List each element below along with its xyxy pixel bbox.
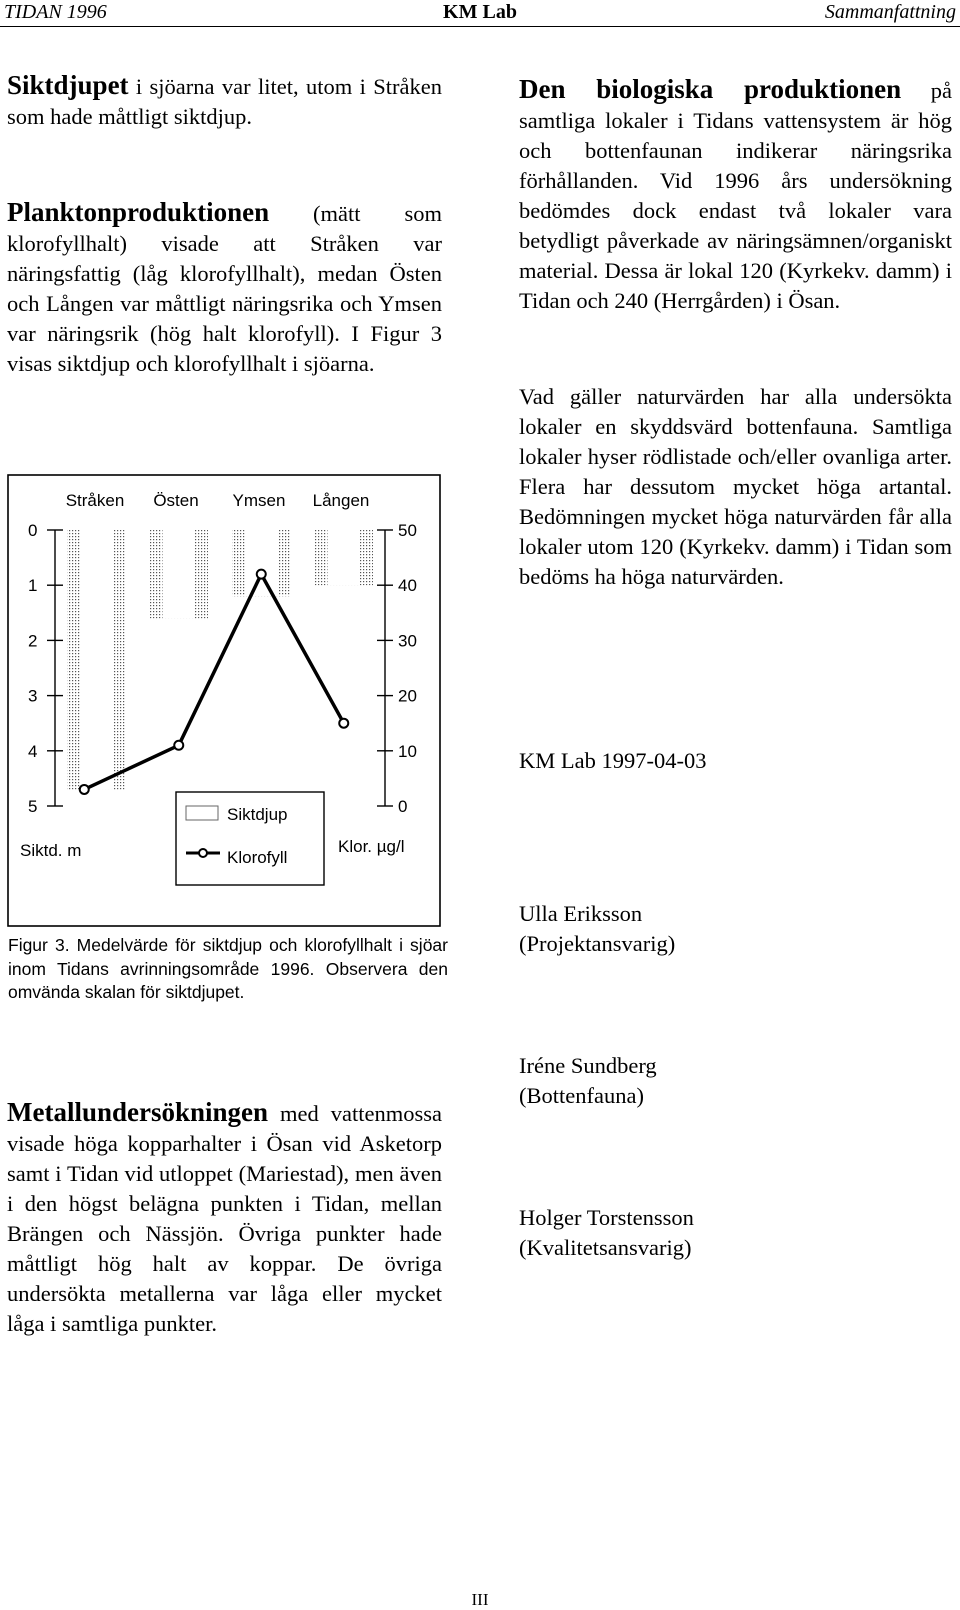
header-center: KM Lab bbox=[443, 1, 517, 23]
page-number: III bbox=[471, 1590, 489, 1609]
right-tick-label: 40 bbox=[398, 576, 417, 596]
paragraph-text: (mätt som klorofyllhalt) visade att Stråken var näringsfattig (låg klorofyllhalt), medan Östen och Lången var måttligt näringsrika och Ymsen var näringsrik (hög halt klorofyll). I Figur 3 visas siktdjup och klorofyllhalt i sjöarna. bbox=[7, 201, 442, 376]
category-label: Ymsen bbox=[232, 491, 286, 510]
paragraph-lead: Den biologiska produktionen bbox=[519, 74, 902, 104]
figure-caption: Figur 3. Medelvärde för siktdjup och klorofyllhalt i sjöar inom Tidans avrinningsområde 1996. Observera den omvända skalan för siktdjupet. bbox=[8, 935, 448, 1002]
right-tick-label: 50 bbox=[398, 521, 417, 540]
paragraph-biologisk bbox=[519, 74, 952, 316]
left-tick-label: 5 bbox=[28, 797, 38, 816]
paragraph-text: med vattenmossa visade höga kopparhalter i Ösan vid Asketorp samt i Tidan vid utloppet (Mariestad), men även i den högst belägna punkten i Tidan, mellan Brängen och Nässjön. Övriga punkter hade måttligt hög halt av koppar. De övriga undersökta metallerna var låga eller mycket låga i samtliga punkter. bbox=[7, 1101, 442, 1336]
signature-name: Ulla Eriksson bbox=[519, 901, 643, 926]
right-tick-label: 10 bbox=[398, 741, 417, 761]
bar-siktdjup-highlight bbox=[80, 530, 113, 789]
figure-chart bbox=[0, 470, 450, 930]
signature-role: (Bottenfauna) bbox=[519, 1083, 644, 1108]
header-right: Sammanfattning bbox=[824, 1, 956, 23]
left-tick-label: 3 bbox=[28, 686, 38, 706]
header-left: TIDAN 1996 bbox=[4, 1, 107, 23]
left-tick-label: 1 bbox=[28, 576, 38, 596]
left-tick-label: 4 bbox=[28, 741, 38, 761]
signature-block bbox=[519, 899, 675, 959]
point-klorofyll bbox=[174, 741, 183, 750]
legend-swatch-siktdjup bbox=[186, 806, 218, 820]
paragraph-plankton bbox=[7, 197, 442, 379]
paragraph-text: på samtliga lokaler i Tidans vattensystem är hög och bottenfaunan indikerar näringsrika förhållanden. Vid 1996 års undersökning bedömdes dock endast två lokaler vara betydligt påverkade av näringsämnen/organiskt material. Dessa är lokal 120 (Kyrkekv. damm) i Tidan och 240 (Herrgården) i Ösan. bbox=[519, 78, 952, 313]
point-klorofyll bbox=[80, 785, 89, 794]
bar-siktdjup-highlight bbox=[245, 530, 278, 596]
left-axis-label: Siktd. m bbox=[20, 841, 82, 860]
date-line: KM Lab 1997-04-03 bbox=[519, 748, 707, 773]
bar-siktdjup-highlight bbox=[163, 530, 196, 618]
paragraph-lead: Metallundersökningen bbox=[7, 1097, 269, 1127]
signature-name: Holger Torstensson bbox=[519, 1205, 694, 1230]
left-tick-label: 0 bbox=[28, 521, 38, 540]
right-tick-label: 20 bbox=[398, 686, 417, 706]
legend-label-siktdjup: Siktdjup bbox=[227, 805, 288, 824]
paragraph-siktdjup bbox=[7, 70, 442, 132]
point-klorofyll bbox=[339, 719, 348, 728]
category-label: Lången bbox=[312, 491, 370, 510]
paragraph-metall bbox=[7, 1097, 442, 1339]
point-klorofyll bbox=[257, 570, 266, 579]
signature-block bbox=[519, 1051, 657, 1111]
right-axis-label: Klor. µg/l bbox=[338, 837, 405, 856]
signature-role: (Projektansvarig) bbox=[519, 931, 676, 956]
bar-siktdjup-highlight bbox=[328, 530, 361, 585]
signature-role: (Kvalitetsansvarig) bbox=[519, 1235, 692, 1260]
paragraph-text: i sjöarna var litet, utom i Stråken som hade måttligt siktdjup. bbox=[7, 74, 442, 129]
signature-name: Iréne Sundberg bbox=[519, 1053, 657, 1078]
page-header bbox=[0, 0, 960, 27]
category-label: Östen bbox=[153, 491, 199, 510]
right-tick-label: 30 bbox=[398, 631, 417, 651]
paragraph-naturvarden: Vad gäller naturvärden har alla undersökta lokaler en skyddsvärd bottenfauna. Samtliga lokaler hyser rödlistade och/eller ovanliga arter. Flera har dessutom mycket höga artantal. Bedömningen mycket höga naturvärden får alla lokaler utom 120 (Kyrkekv. damm) i Tidan som bedöms ha höga naturvärden. bbox=[519, 384, 952, 589]
legend-marker-klorofyll bbox=[199, 849, 207, 857]
left-tick-label: 2 bbox=[28, 631, 38, 651]
right-tick-label: 0 bbox=[398, 797, 408, 816]
paragraph-lead: Siktdjupet bbox=[7, 70, 129, 100]
signature-block bbox=[519, 1203, 694, 1263]
legend-label-klorofyll: Klorofyll bbox=[227, 848, 288, 867]
paragraph-lead: Planktonproduktionen bbox=[7, 197, 270, 227]
category-label: Stråken bbox=[65, 491, 125, 510]
